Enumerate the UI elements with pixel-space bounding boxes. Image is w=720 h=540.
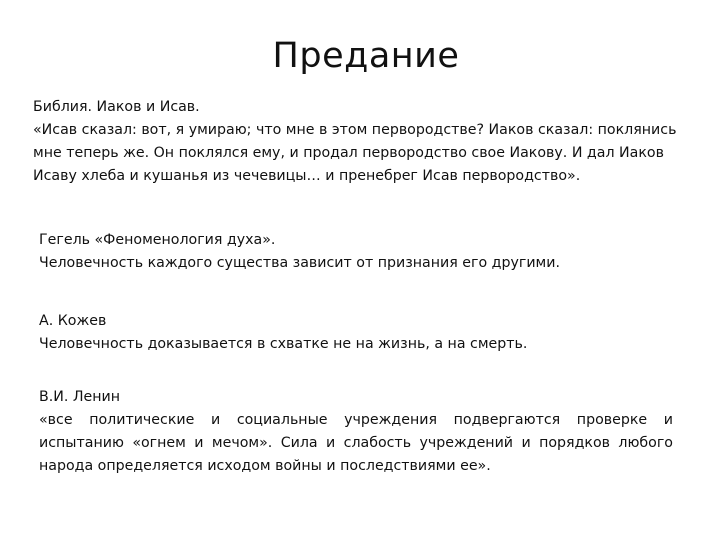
hegel-text: Человечность каждого существа зависит от признания его другими. [39, 255, 560, 271]
kojeve-text: Человечность доказывается в схватке не на жизнь, а на смерть. [39, 336, 528, 352]
kojeve-heading: А. Кожев [39, 313, 107, 329]
kojeve-quote-block [39, 310, 679, 356]
lenin-quote-line-3: народа определяется исходом войны и последствиями ее». [39, 458, 491, 474]
lenin-quote-line-2: испытанию «огнем и мечом». Сила и слабость учреждений и порядков любого [39, 435, 673, 451]
hegel-heading: Гегель «Феноменология духа». [39, 232, 276, 248]
bible-heading: Библия. Иаков и Исав. [33, 99, 200, 115]
bible-quote-line-2: мне теперь же. Он поклялся ему, и продал первородство свое Иакову. И дал Иаков [33, 145, 664, 161]
bible-quote-line-1: «Исав сказал: вот, я умираю; что мне в этом первородстве? Иаков сказал: поклянись [33, 122, 677, 138]
bible-quote-line-3: Исаву хлеба и кушанья из чечевицы… и пренебрег Исав первородство». [33, 168, 581, 184]
lenin-heading: В.И. Ленин [39, 389, 121, 405]
hegel-quote-block [39, 229, 679, 275]
lenin-quote-block [39, 386, 673, 478]
bible-quote-block [33, 96, 693, 188]
lenin-quote-line-1: «все политические и социальные учреждения подвергаются проверке и [39, 412, 673, 428]
slide-title: Предание [272, 36, 460, 76]
